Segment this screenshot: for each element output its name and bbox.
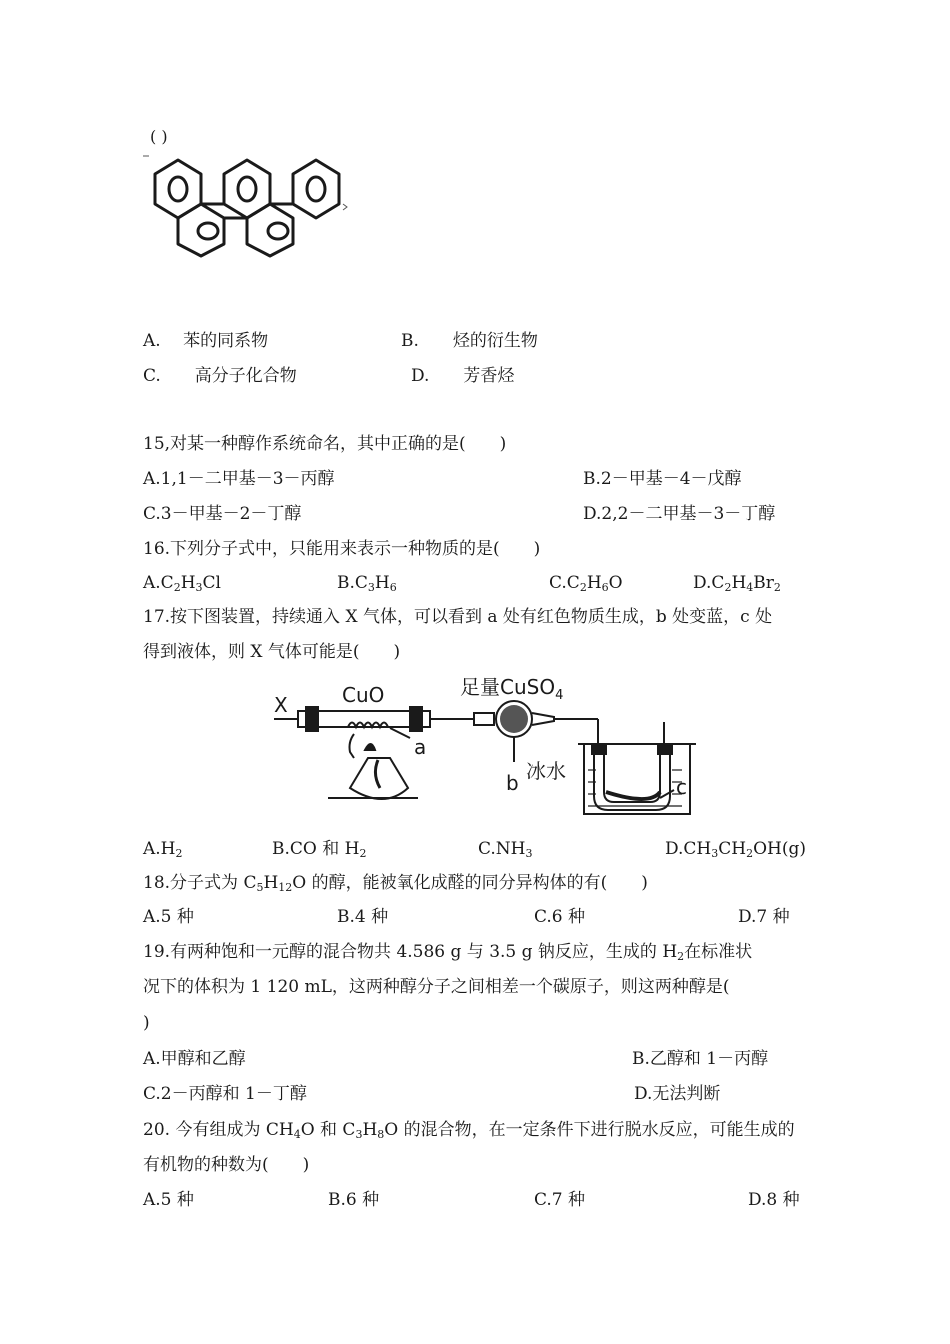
q18-option-b: B.4 种 (337, 907, 389, 927)
q19-stem-line3: ) (143, 1013, 150, 1033)
q16-option-b: $B.C_3H_6$ (337, 573, 397, 594)
q20-stem-line1: 20. 今有组成为 $CH_4O$ 和 $C_3H_8O$ 的混合物，在一定条件下进行脱水反应，可能生成的 (143, 1120, 795, 1141)
q20-option-a: A.5 种 (143, 1190, 194, 1210)
label-ice-water: 冰水 (526, 759, 566, 783)
ring-3 (293, 160, 339, 218)
label-x: X (274, 693, 288, 717)
q15-option-a: A.1,1－二甲基－3－丙醇 (143, 469, 335, 489)
label-b: b (506, 771, 519, 795)
q19-stem-line1: 19.有两种饱和一元醇的混合物共 4.586 g 与 3.5 g 钠反应，生成的 $H_2$在标准状 (143, 942, 753, 963)
q16-option-d: $D.C_2H_4Br_2$ (693, 573, 781, 594)
q20-option-b: B.6 种 (328, 1190, 380, 1210)
ring-5 (247, 204, 293, 256)
q15-option-b: B.2－甲基－4－戊醇 (583, 469, 742, 489)
q18-option-d: D.7 种 (738, 907, 790, 927)
q19-stem-line2: 况下的体积为 1 120 mL，这两种醇分子之间相差一个碳原子，则这两种醇是( (143, 977, 730, 997)
q17-option-c: $C.NH_3$ (478, 839, 533, 860)
q14-option-c: C. 高分子化合物 (143, 366, 297, 386)
q17-stem-line2: 得到液体，则 X 气体可能是( ) (143, 642, 401, 662)
q19-option-d: D.无法判断 (634, 1084, 721, 1104)
q19-option-b: B.乙醇和 1－丙醇 (632, 1049, 769, 1069)
q16-option-c: $C.C_2H_6O$ (549, 573, 623, 594)
q14-option-b: B. 烃的衍生物 (401, 331, 538, 351)
q14-option-a: A. 苯的同系物 (143, 331, 269, 351)
q17-option-d: $D.CH_3CH_2OH(g)$ (665, 839, 807, 860)
q17-option-b: B.CO 和 $H_2$ (272, 839, 367, 860)
q14-option-d: D. 芳香烃 (411, 366, 515, 386)
q20-option-d: D.8 种 (748, 1190, 800, 1210)
q19-option-a: A.甲醇和乙醇 (143, 1049, 246, 1069)
q18-option-c: C.6 种 (534, 907, 586, 927)
q17-option-a: $A.H_2$ (143, 839, 183, 860)
q17-stem-line1: 17.按下图装置，持续通入 X 气体，可以看到 a 处有红色物质生成，b 处变蓝，c 处 (143, 607, 773, 627)
label-cuo: CuO (342, 683, 385, 707)
q20-stem-line2: 有机物的种数为( ) (143, 1155, 310, 1175)
label-a: a (414, 735, 427, 759)
label-cuso4: 足量CuSO$_4$ (460, 675, 564, 703)
q16-option-a: $A.C_2H_3Cl$ (143, 573, 221, 594)
q16-stem: 16.下列分子式中，只能用来表示一种物质的是( ) (143, 539, 541, 559)
q15-option-c: C.3－甲基－2－丁醇 (143, 504, 302, 524)
q15-stem: 15,对某一种醇作系统命名，其中正确的是( ) (143, 434, 507, 454)
q19-option-c: C.2－丙醇和 1－丁醇 (143, 1084, 307, 1104)
q15-option-d: D.2,2－二甲基－3－丁醇 (583, 504, 776, 524)
q18-stem: 18.分子式为 $C_5H_{12}O$ 的醇，能被氧化成醛的同分异构体的有( ) (143, 873, 648, 894)
q17-apparatus-figure (270, 670, 700, 830)
q14-answer-bracket: ( ) (150, 127, 168, 146)
q18-option-a: A.5 种 (143, 907, 194, 927)
label-c: c (676, 775, 687, 799)
q20-option-c: C.7 种 (534, 1190, 586, 1210)
q14-fused-ring-structure (140, 152, 350, 262)
